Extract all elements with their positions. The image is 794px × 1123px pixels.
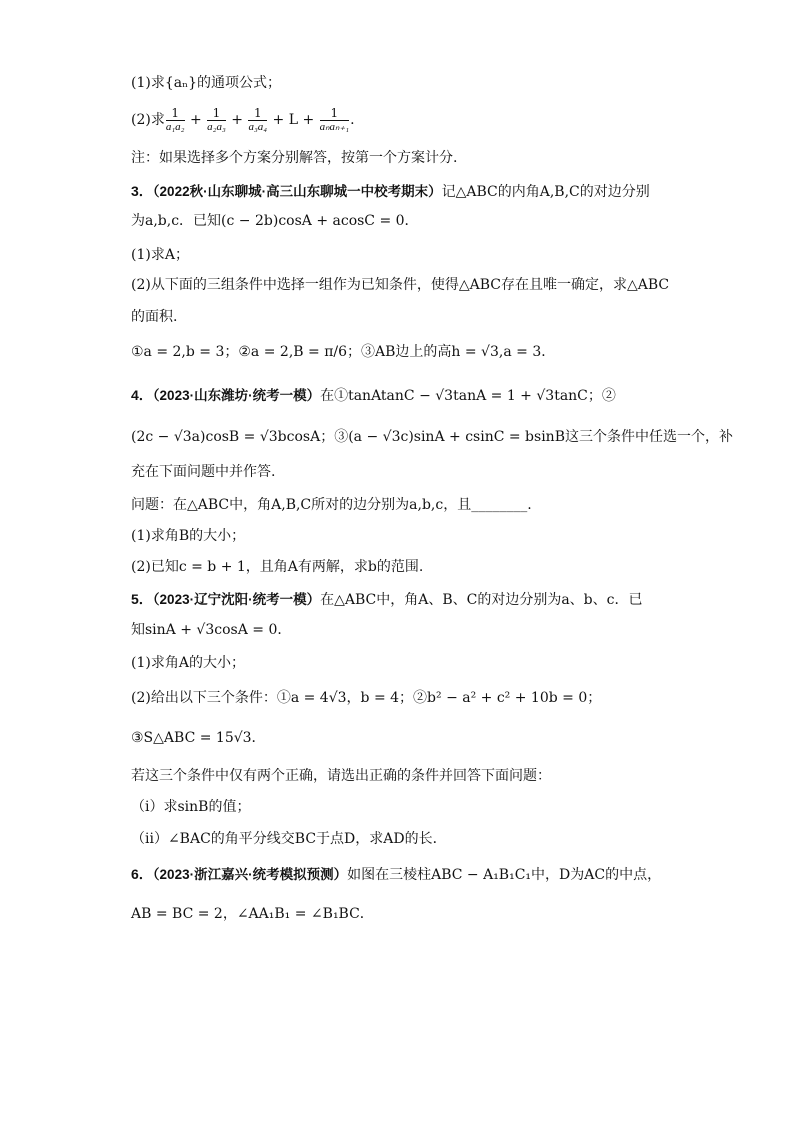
q5-text-a: 在△ABC中，角A、B、C的对边分别为a、b、c．已 [320, 592, 643, 608]
q4-part1 [131, 526, 245, 546]
q4-problem-text: 问题：在△ABC中，角A,B,C所对的边分别为a,b,c，且________. [131, 497, 532, 513]
q3-options [131, 342, 555, 362]
q4-problem [131, 495, 532, 515]
frac-1-num: 1 [166, 107, 185, 121]
frac-2 [207, 107, 226, 134]
frac-2-num: 1 [207, 107, 226, 121]
q3-part2-cont [131, 307, 177, 327]
q5-note-text: 若这三个条件中仅有两个正确，请选出正确的条件并回答下面问题： [131, 768, 551, 784]
q5-header [131, 589, 642, 610]
q5-part3 [131, 728, 266, 748]
series-dots: L [288, 112, 299, 128]
q4-part1-text: (1)求角B的大小； [131, 528, 246, 544]
q3-part2 [131, 275, 669, 295]
q2-part1-text: (1)求{aₙ}的通项公式； [131, 75, 282, 91]
q4-text-b: (2c − √3a)cosB = √3bcosA；③(a − √3c)sinA + csinC = bsinB这三个条件中任选一个，补 [131, 429, 733, 445]
frac-3-num: 1 [248, 107, 267, 121]
q2-part2: (2)求 $\frac{1}{\text{a₁a₂}}$ + $\frac{1}{\text{a₂a₃}}$ + $\frac{1}{\text{a₃a₄}}$ + L + $\frac{1}{\text{aₙaₙ₊₁}}$ . [131, 105, 355, 133]
q4-header [131, 385, 616, 406]
q5-source: （2023·辽宁沈阳·统考一模） [152, 592, 321, 607]
q3-text-a: 记△ABC的内角A,B,C的对边分别 [441, 184, 650, 200]
q3-text-b: 为a,b,c．已知(c − 2b)cosA + acosC = 0． [131, 213, 419, 229]
q4-text-c: 充在下面问题中并作答. [131, 464, 276, 480]
frac-3 [248, 107, 267, 134]
q5-part3-text: ③S△ABC = 15√3． [131, 730, 266, 746]
q3-part2-text-a: (2)从下面的三组条件中选择一组作为已知条件，使得△ABC存在且唯一确定，求△ABC [131, 277, 670, 293]
q5-part1-text: (1)求角A的大小； [131, 655, 245, 671]
q4-line2 [131, 427, 733, 447]
q5-sub-i-text: （i）求sinB的值； [131, 799, 251, 815]
q4-part2 [131, 557, 423, 577]
q6-header [131, 864, 661, 885]
q3-line2 [131, 211, 419, 231]
frac-n-den: aₙaₙ₊₁ [319, 120, 350, 133]
q2-part1 [131, 73, 281, 93]
q3-part1 [131, 245, 189, 265]
q6-text-a: 如图在三棱柱ABC − A₁B₁C₁中，D为AC的中点， [347, 867, 662, 883]
q2-part2-prefix: (2)求 [131, 112, 165, 128]
q6-number: 6． [131, 866, 153, 882]
frac-n-num: 1 [320, 107, 349, 121]
q3-part1-text: (1)求A； [131, 247, 189, 263]
frac-1-den: a₁a₂ [165, 120, 185, 133]
q3-part2-text-b: 的面积. [131, 309, 178, 325]
q4-text-a: 在①tanAtanC − √3tanA = 1 + √3tanC；② [320, 388, 616, 404]
q4-source: （2023·山东潍坊·统考一模） [152, 388, 321, 403]
q5-sub-ii-text: （ii）∠BAC的角平分线交BC于点D，求AD的长． [131, 831, 447, 847]
q5-part1 [131, 653, 245, 673]
q2-note [131, 148, 457, 168]
frac-n [320, 107, 349, 134]
q6-line2 [131, 904, 374, 924]
q3-header [131, 181, 650, 202]
q5-part2-text: (2)给出以下三个条件：①a = 4√3，b = 4；②b² − a² + c² + 10b = 0； [131, 690, 602, 706]
q2-note-text: 注：如果选择多个方案分别解答，按第一个方案计分. [131, 150, 458, 166]
q5-note [131, 766, 551, 786]
q3-options-text: ①a = 2,b = 3；②a = 2,B = π/6；③AB边上的高h = √3,a = 3． [131, 344, 556, 360]
q3-source: （2022秋·山东聊城·高三山东聊城一中校考期末） [152, 184, 442, 199]
q4-line3 [131, 462, 275, 482]
q3-number: 3． [131, 183, 153, 199]
q6-text-b: AB = BC = 2，∠AA₁B₁ = ∠B₁BC． [131, 906, 374, 922]
q5-text-b: 知sinA + √3cosA = 0． [131, 622, 292, 638]
q5-sub-ii [131, 829, 447, 849]
q5-number: 5． [131, 591, 153, 607]
q5-line2 [131, 620, 291, 640]
q5-part2 [131, 688, 601, 708]
q4-part2-text: (2)已知c = b + 1，且角A有两解，求b的范围. [131, 559, 424, 575]
q4-number: 4． [131, 387, 153, 403]
frac-3-den: a₃a₄ [248, 120, 268, 133]
q6-source: （2023·浙江嘉兴·统考模拟预测） [152, 867, 348, 882]
frac-2-den: a₂a₃ [207, 120, 226, 133]
frac-1 [166, 107, 185, 134]
q5-sub-i [131, 797, 250, 817]
